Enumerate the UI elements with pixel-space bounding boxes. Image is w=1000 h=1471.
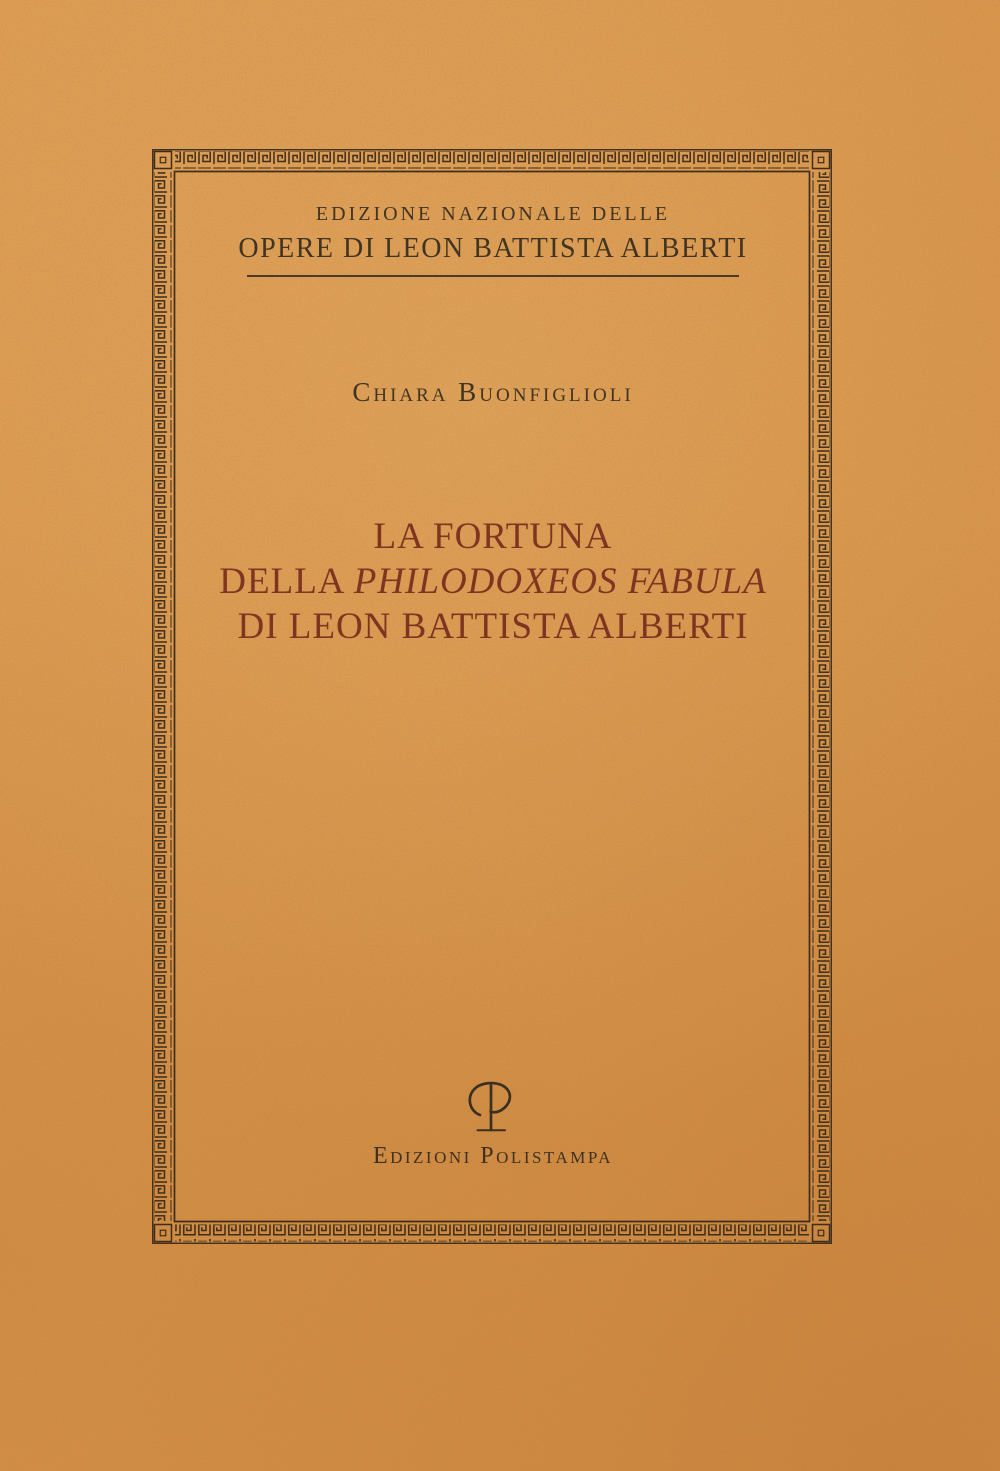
polistampa-monogram-icon (460, 1078, 524, 1138)
book-title (176, 514, 810, 649)
title-line-3: DI LEON BATTISTA ALBERTI (237, 606, 749, 647)
title-line-1: LA FORTUNA (373, 516, 613, 557)
publisher-name: Edizioni Polistampa (372, 1143, 614, 1169)
series-title-line2: OPERE DI LEON BATTISTA ALBERTI (238, 233, 748, 264)
title-line-2-upright: DELLA (219, 561, 344, 602)
title-line-2 (176, 559, 810, 604)
series-title-line1: EDIZIONE NAZIONALE DELLE (315, 203, 671, 225)
author-name: Chiara Buonfiglioli (352, 377, 634, 407)
title-line-2-italic: PHILODOXEOS FABULA (353, 561, 767, 602)
series-divider-rule (247, 275, 739, 277)
